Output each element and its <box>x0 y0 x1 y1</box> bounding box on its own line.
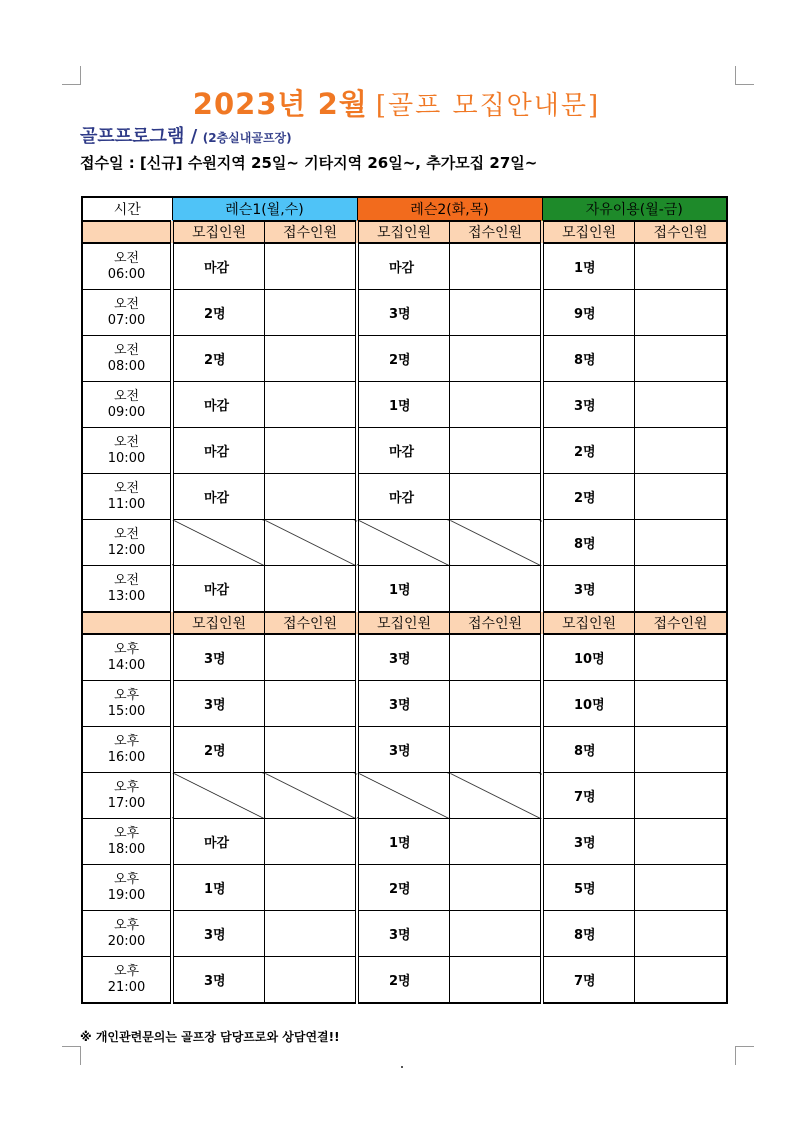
time-period: 오전 <box>113 434 140 450</box>
recruit-cell: 7명 <box>542 957 635 1004</box>
recruit-cell: 마감 <box>172 243 265 290</box>
lesson1-header: 레슨1(월,수) <box>172 197 357 221</box>
registration-notice: 접수일 : [신규] 수원지역 25일~ 기타지역 26일~, 추가모집 27일~ <box>80 154 538 172</box>
time-period: 오전 <box>113 480 140 496</box>
table-row <box>82 566 727 613</box>
applied-cell <box>635 336 728 382</box>
closed-slot-cell <box>172 520 265 566</box>
applied-cell <box>450 727 543 773</box>
time-cell <box>82 474 172 520</box>
recruit-header: 모집인원 <box>542 221 635 243</box>
applied-cell <box>635 520 728 566</box>
closed-slot-cell <box>172 773 265 819</box>
time-value: 10:00 <box>107 450 146 466</box>
applied-cell <box>635 474 728 520</box>
time-cell <box>82 957 172 1004</box>
recruit-cell: 3명 <box>357 681 450 727</box>
recruit-cell: 3명 <box>542 819 635 865</box>
time-value: 16:00 <box>107 749 146 765</box>
recruit-cell: 마감 <box>172 819 265 865</box>
time-value: 18:00 <box>107 841 146 857</box>
program-name: 골프프로그램 / <box>80 126 198 147</box>
applied-header: 접수인원 <box>450 221 543 243</box>
applied-cell <box>635 957 728 1004</box>
recruit-header: 모집인원 <box>542 612 635 634</box>
recruit-cell: 마감 <box>172 566 265 613</box>
recruit-cell: 3명 <box>172 681 265 727</box>
applied-cell <box>265 957 358 1004</box>
time-cell <box>82 819 172 865</box>
recruit-header: 모집인원 <box>172 612 265 634</box>
time-value: 20:00 <box>107 933 146 949</box>
applied-cell <box>635 727 728 773</box>
recruit-cell: 3명 <box>542 382 635 428</box>
applied-cell <box>635 428 728 474</box>
recruit-cell: 2명 <box>542 428 635 474</box>
sub-header-corner <box>82 612 172 634</box>
crop-mark-bottom-left <box>62 1046 81 1065</box>
table-row <box>82 336 727 382</box>
recruit-cell: 마감 <box>357 474 450 520</box>
time-period: 오후 <box>113 963 140 979</box>
recruit-cell: 8명 <box>542 520 635 566</box>
footnote: ※ 개인관련문의는 골프장 담당프로와 상담연결!! <box>80 1030 340 1044</box>
afternoon-section <box>82 612 727 1003</box>
applied-cell <box>265 382 358 428</box>
recruit-cell: 1명 <box>357 382 450 428</box>
recruit-cell: 3명 <box>172 957 265 1004</box>
applied-cell <box>635 865 728 911</box>
recruit-cell: 2명 <box>542 474 635 520</box>
recruit-cell: 3명 <box>357 634 450 681</box>
applied-cell <box>450 290 543 336</box>
table-row <box>82 819 727 865</box>
recruit-cell: 1명 <box>357 566 450 613</box>
time-value: 17:00 <box>107 795 146 811</box>
applied-cell <box>635 382 728 428</box>
applied-cell <box>635 773 728 819</box>
time-period: 오전 <box>113 526 140 542</box>
applied-cell <box>635 243 728 290</box>
applied-cell <box>450 911 543 957</box>
recruit-header: 모집인원 <box>357 612 450 634</box>
applied-cell <box>450 566 543 613</box>
group-header-row <box>82 197 727 221</box>
table-row <box>82 290 727 336</box>
applied-cell <box>450 681 543 727</box>
time-period: 오후 <box>113 733 140 749</box>
time-period: 오후 <box>113 687 140 703</box>
applied-cell <box>265 865 358 911</box>
applied-cell <box>265 474 358 520</box>
lesson2-header: 레슨2(화,목) <box>357 197 542 221</box>
applied-cell <box>635 681 728 727</box>
applied-cell <box>635 819 728 865</box>
applied-header: 접수인원 <box>635 612 728 634</box>
recruit-cell: 3명 <box>357 727 450 773</box>
table-row <box>82 243 727 290</box>
applied-cell <box>265 819 358 865</box>
closed-slot-cell <box>265 520 358 566</box>
time-cell <box>82 773 172 819</box>
time-period: 오전 <box>113 296 140 312</box>
program-subtitle <box>80 122 292 148</box>
sub-header-corner <box>82 221 172 243</box>
recruit-header: 모집인원 <box>172 221 265 243</box>
recruit-cell: 5명 <box>542 865 635 911</box>
time-period: 오전 <box>113 342 140 358</box>
recruit-cell: 7명 <box>542 773 635 819</box>
time-cell <box>82 727 172 773</box>
applied-header: 접수인원 <box>265 612 358 634</box>
time-value: 09:00 <box>107 404 146 420</box>
time-cell <box>82 634 172 681</box>
time-cell <box>82 911 172 957</box>
recruit-cell: 마감 <box>357 428 450 474</box>
recruit-cell: 마감 <box>172 428 265 474</box>
time-header: 시간 <box>82 197 172 221</box>
recruit-cell: 3명 <box>542 566 635 613</box>
applied-header: 접수인원 <box>635 221 728 243</box>
crop-mark-bottom-right <box>735 1046 754 1065</box>
recruit-cell: 마감 <box>172 382 265 428</box>
table-row <box>82 382 727 428</box>
recruit-cell: 1명 <box>542 243 635 290</box>
closed-slot-cell <box>265 773 358 819</box>
program-location: (2층실내골프장) <box>202 131 292 145</box>
time-value: 19:00 <box>107 887 146 903</box>
table-row <box>82 727 727 773</box>
recruit-cell: 2명 <box>357 957 450 1004</box>
time-cell <box>82 243 172 290</box>
time-value: 21:00 <box>107 979 146 995</box>
recruit-cell: 10명 <box>542 634 635 681</box>
time-cell <box>82 520 172 566</box>
applied-cell <box>450 428 543 474</box>
recruit-cell: 8명 <box>542 911 635 957</box>
closed-slot-cell <box>450 773 543 819</box>
applied-cell <box>635 634 728 681</box>
applied-cell <box>265 290 358 336</box>
closed-slot-cell <box>357 773 450 819</box>
recruit-header: 모집인원 <box>357 221 450 243</box>
recruit-cell: 3명 <box>357 911 450 957</box>
applied-cell <box>265 911 358 957</box>
table-row <box>82 957 727 1004</box>
time-value: 13:00 <box>107 588 146 604</box>
applied-cell <box>450 634 543 681</box>
applied-cell <box>450 957 543 1004</box>
time-value: 14:00 <box>107 657 146 673</box>
time-period: 오후 <box>113 641 140 657</box>
table-row <box>82 773 727 819</box>
applied-cell <box>265 428 358 474</box>
time-period: 오후 <box>113 917 140 933</box>
sub-header-row <box>82 612 727 634</box>
applied-cell <box>450 382 543 428</box>
recruit-cell: 1명 <box>357 819 450 865</box>
applied-cell <box>635 566 728 613</box>
time-period: 오후 <box>113 871 140 887</box>
recruit-cell: 8명 <box>542 336 635 382</box>
recruit-cell: 10명 <box>542 681 635 727</box>
time-cell <box>82 290 172 336</box>
recruit-cell: 2명 <box>172 727 265 773</box>
time-cell <box>82 336 172 382</box>
time-value: 11:00 <box>107 496 146 512</box>
recruit-cell: 2명 <box>357 865 450 911</box>
table-row <box>82 474 727 520</box>
schedule-table <box>81 196 728 1004</box>
sub-header-row <box>82 221 727 243</box>
time-value: 06:00 <box>107 266 146 282</box>
title-date: 2023년 2월 <box>192 87 368 121</box>
recruit-cell: 2명 <box>172 290 265 336</box>
recruit-cell: 3명 <box>357 290 450 336</box>
table-row <box>82 520 727 566</box>
applied-cell <box>450 819 543 865</box>
title-label: [골프 모집안내문] <box>375 91 601 121</box>
time-period: 오후 <box>113 825 140 841</box>
recruit-cell: 3명 <box>172 634 265 681</box>
time-cell <box>82 681 172 727</box>
table-row <box>82 681 727 727</box>
applied-cell <box>265 243 358 290</box>
table-row <box>82 634 727 681</box>
time-value: 12:00 <box>107 542 146 558</box>
recruit-cell: 9명 <box>542 290 635 336</box>
time-cell <box>82 382 172 428</box>
recruit-cell: 마감 <box>357 243 450 290</box>
applied-cell <box>450 243 543 290</box>
time-period: 오전 <box>113 250 140 266</box>
applied-cell <box>635 290 728 336</box>
applied-cell <box>450 474 543 520</box>
time-cell <box>82 428 172 474</box>
applied-cell <box>265 336 358 382</box>
applied-cell <box>265 566 358 613</box>
applied-cell <box>265 727 358 773</box>
page-dot <box>401 1066 403 1068</box>
morning-section <box>82 221 727 612</box>
applied-header: 접수인원 <box>265 221 358 243</box>
time-period: 오후 <box>113 779 140 795</box>
recruit-cell: 3명 <box>172 911 265 957</box>
time-value: 08:00 <box>107 358 146 374</box>
time-value: 15:00 <box>107 703 146 719</box>
recruit-cell: 1명 <box>172 865 265 911</box>
table-row <box>82 911 727 957</box>
applied-cell <box>265 634 358 681</box>
document-title <box>0 82 793 123</box>
recruit-cell: 마감 <box>172 474 265 520</box>
applied-header: 접수인원 <box>450 612 543 634</box>
time-period: 오전 <box>113 388 140 404</box>
table-row <box>82 865 727 911</box>
applied-cell <box>265 681 358 727</box>
recruit-cell: 8명 <box>542 727 635 773</box>
closed-slot-cell <box>357 520 450 566</box>
time-period: 오전 <box>113 572 140 588</box>
closed-slot-cell <box>450 520 543 566</box>
recruit-cell: 2명 <box>172 336 265 382</box>
time-value: 07:00 <box>107 312 146 328</box>
applied-cell <box>635 911 728 957</box>
recruit-cell: 2명 <box>357 336 450 382</box>
time-cell <box>82 566 172 613</box>
applied-cell <box>450 336 543 382</box>
time-cell <box>82 865 172 911</box>
table-row <box>82 428 727 474</box>
applied-cell <box>450 865 543 911</box>
free-use-header: 자유이용(월-금) <box>542 197 727 221</box>
